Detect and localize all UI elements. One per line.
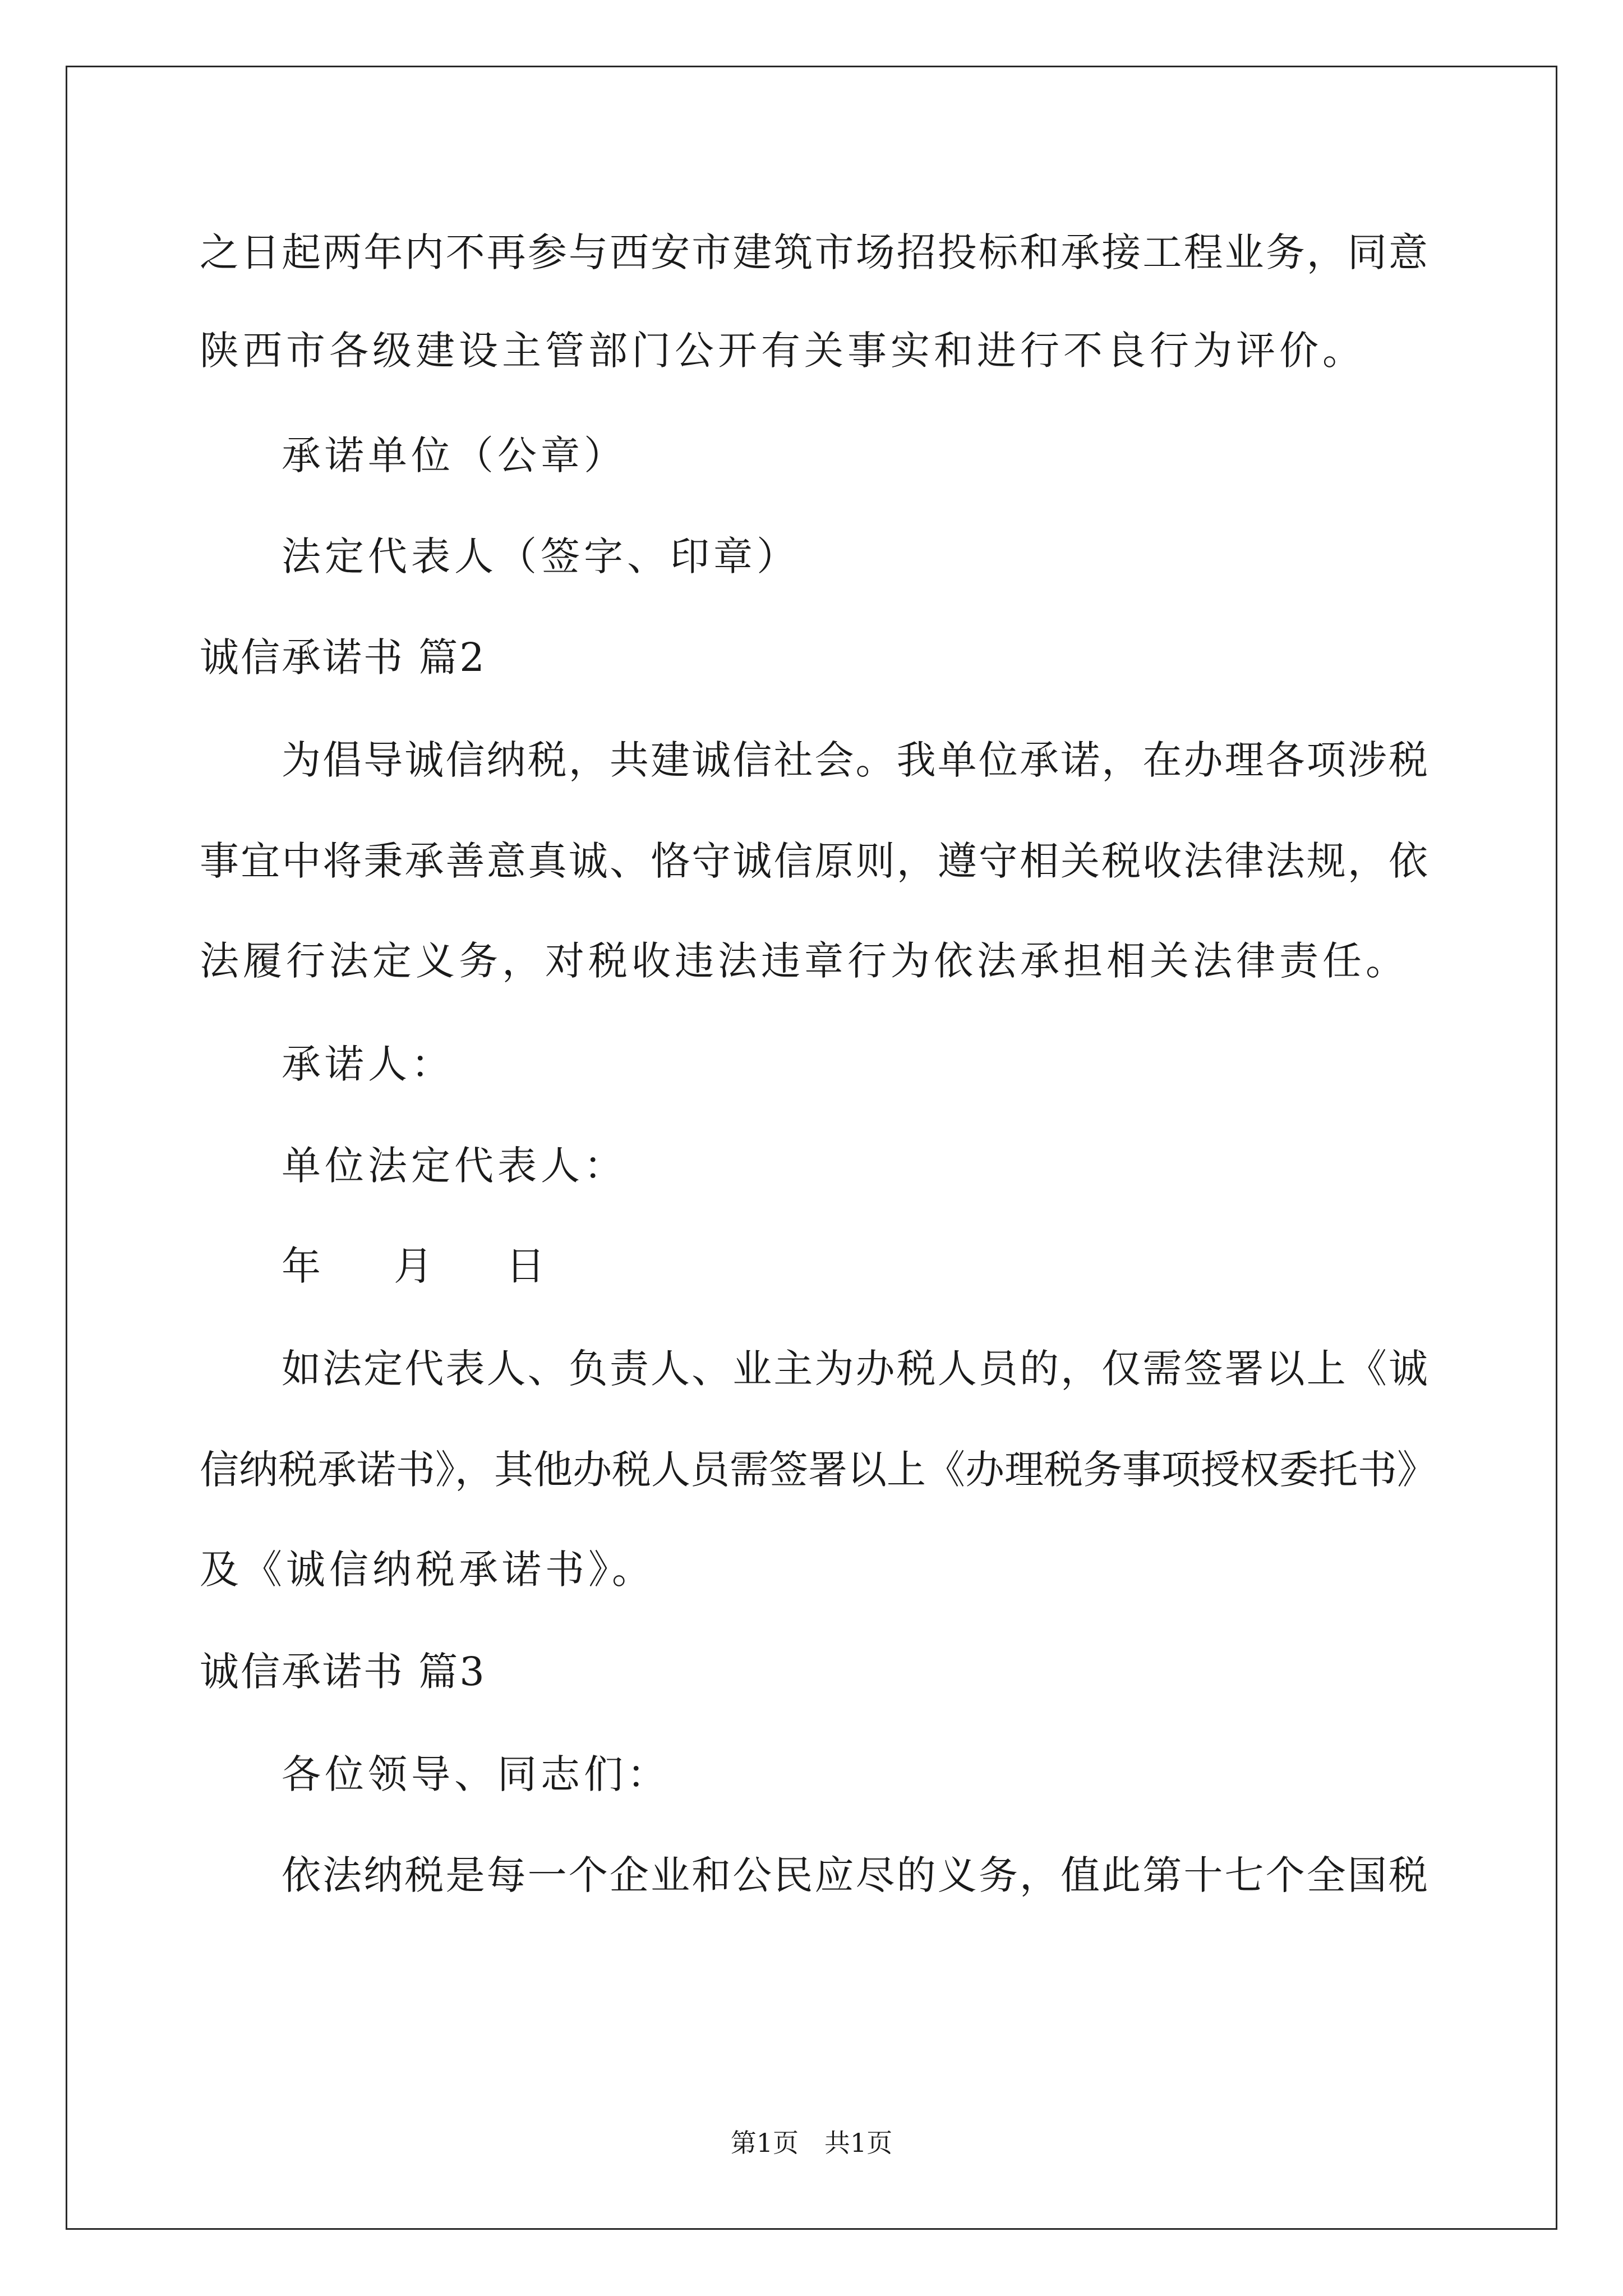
- paragraph-line: 事宜中将秉承善意真诚、恪守诚信原则，遵守相关税收法律法规，依: [200, 838, 1428, 884]
- signature-line: 承诺人：: [282, 1041, 454, 1087]
- paragraph-line: 为倡导诚信纳税，共建诚信社会。我单位承诺，在办理各项涉税: [282, 737, 1428, 783]
- signature-line: 承诺单位（公章）: [282, 432, 627, 478]
- paragraph-line: 依法纳税是每一个企业和公民应尽的义务，值此第十七个全国税: [282, 1852, 1428, 1898]
- section-heading: 诚信承诺书 篇2: [200, 634, 486, 680]
- section-heading: 诚信承诺书 篇3: [200, 1649, 486, 1695]
- page-footer: 第1页 共1页: [730, 2128, 893, 2158]
- signature-line: 单位法定代表人：: [282, 1143, 627, 1189]
- paragraph-line: 之日起两年内不再参与西安市建筑市场招投标和承接工程业务，同意: [200, 229, 1428, 275]
- paragraph-line: 法履行法定义务，对税收违法违章行为依法承担相关法律责任。: [200, 938, 1409, 984]
- paragraph-line: 如法定代表人、负责人、业主为办税人员的，仅需签署以上《诚: [282, 1346, 1428, 1392]
- paragraph-line: 信纳税承诺书》，其他办税人员需签署以上《办理税务事项授权委托书》: [200, 1447, 1436, 1493]
- paragraph-line: 各位领导、同志们：: [282, 1751, 670, 1797]
- signature-line: 法定代表人（签字、印章）: [282, 533, 800, 579]
- date-line: 年 月 日: [282, 1243, 562, 1289]
- paragraph-line: 陕西市各级建设主管部门公开有关事实和进行不良行为评价。: [200, 328, 1366, 374]
- paragraph-line: 及《诚信纳税承诺书》。: [200, 1547, 655, 1593]
